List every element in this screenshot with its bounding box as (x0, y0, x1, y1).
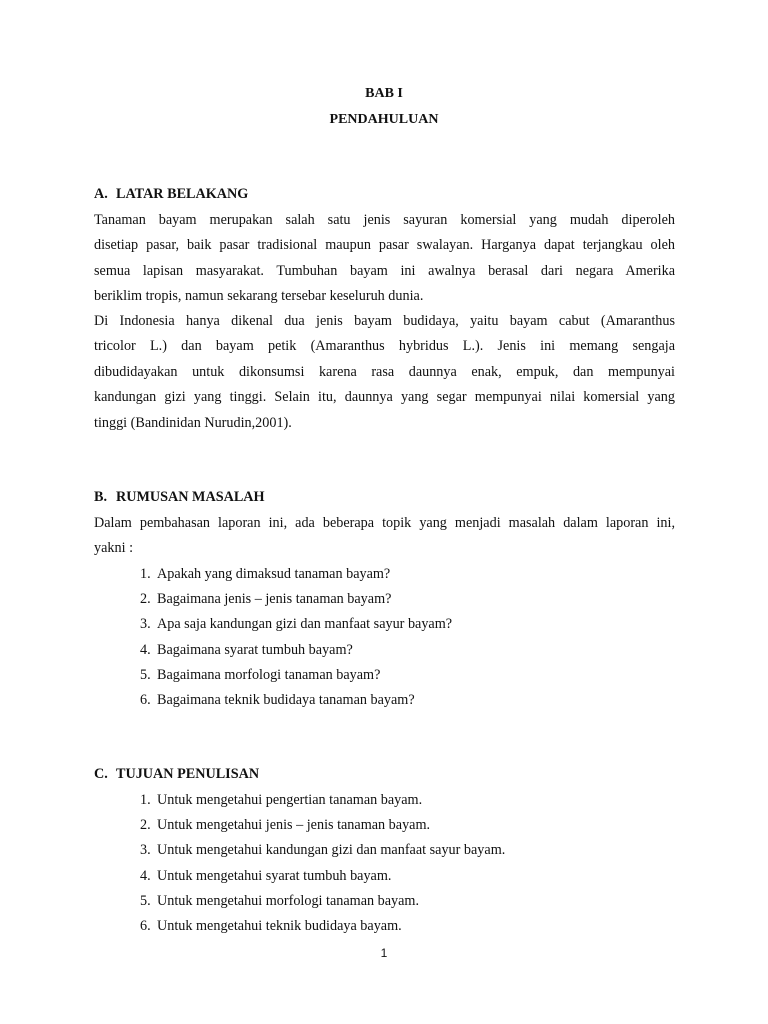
list-item (140, 838, 505, 863)
list-number: 2. (140, 817, 151, 834)
section-a-title: LATAR BELAKANG (116, 186, 249, 202)
list-text: Apakah yang dimaksud tanaman bayam? (157, 566, 391, 582)
page-number: 1 (380, 946, 388, 960)
list-text: Bagaimana syarat tumbuh bayam? (157, 641, 353, 658)
list-item (140, 612, 452, 637)
list-number: 4. (140, 867, 151, 884)
list-item (140, 914, 505, 939)
paragraph-line: dibudidayakan untuk dikonsumsi karena rasa daunnya enak, empuk, dan mempunyai (94, 363, 675, 380)
list-number: 3. (140, 616, 151, 633)
paragraph-line: beriklim tropis, namun sekarang tersebar keseluruh dunia. (94, 288, 424, 305)
section-b-title: RUMUSAN MASALAH (116, 489, 265, 505)
paragraph-line: tinggi (Bandinidan Nurudin,2001). (94, 414, 292, 431)
list-text: Untuk mengetahui morfologi tanaman bayam. (157, 892, 420, 909)
list-item (140, 813, 505, 838)
section-a-heading (94, 186, 248, 203)
objective-list (140, 788, 505, 939)
list-number: 2. (140, 591, 151, 608)
paragraph-line: kandungan gizi yang tinggi. Selain itu, daunnya yang segar mempunyai nilai komersial yang (94, 389, 675, 406)
section-c-title: TUJUAN PENULISAN (116, 766, 260, 782)
list-text: Bagaimana teknik budidaya tanaman bayam? (157, 691, 415, 708)
paragraph-line: Di Indonesia hanya dikenal dua jenis bayam budidaya, yaitu bayam cabut (Amaranthus (94, 313, 675, 329)
list-item (140, 587, 452, 612)
section-c-letter: C. (94, 766, 108, 782)
list-number: 1. (140, 566, 151, 582)
list-text: Untuk mengetahui syarat tumbuh bayam. (157, 867, 392, 884)
list-item (140, 688, 452, 713)
list-number: 5. (140, 666, 151, 683)
list-text: Untuk mengetahui teknik budidaya bayam. (157, 917, 402, 934)
chapter-title: PENDAHULUAN (329, 112, 439, 127)
section-c-heading (94, 766, 259, 783)
list-item (140, 864, 505, 889)
list-text: Untuk mengetahui pengertian tanaman bayam. (157, 792, 423, 808)
list-item (140, 889, 505, 914)
list-number: 4. (140, 641, 151, 658)
list-item (140, 788, 505, 813)
list-number: 6. (140, 691, 151, 708)
paragraph-line: Dalam pembahasan laporan ini, ada beberapa topik yang menjadi masalah dalam laporan ini, (94, 515, 675, 531)
list-number: 1. (140, 792, 151, 808)
section-a-letter: A. (94, 186, 108, 202)
list-number: 5. (140, 892, 151, 909)
section-a-paragraph-1 (94, 208, 675, 310)
section-b-letter: B. (94, 489, 108, 505)
paragraph-line: disetiap pasar, baik pasar tradisional maupun pasar swalayan. Harganya dapat terjangkau oleh (94, 237, 675, 254)
paragraph-line: yakni : (94, 540, 134, 557)
problem-list (140, 562, 452, 713)
list-text: Bagaimana morfologi tanaman bayam? (157, 666, 381, 683)
section-a-paragraph-2 (94, 309, 675, 436)
list-text: Untuk mengetahui kandungan gizi dan manfaat sayur bayam. (157, 842, 506, 859)
list-text: Apa saja kandungan gizi dan manfaat sayur bayam? (157, 616, 453, 633)
paragraph-line: tricolor L.) dan bayam petik (Amaranthus hybridus L.). Jenis ini memang sengaja (94, 338, 675, 355)
paragraph-line: Tanaman bayam merupakan salah satu jenis sayuran komersial yang mudah diperoleh (94, 212, 675, 228)
section-b-intro (94, 511, 675, 562)
list-text: Untuk mengetahui jenis – jenis tanaman bayam. (157, 817, 431, 834)
list-number: 6. (140, 917, 151, 934)
list-item (140, 638, 452, 663)
list-item (140, 562, 452, 587)
list-number: 3. (140, 842, 151, 859)
list-item (140, 663, 452, 688)
paragraph-line: semua lapisan masyarakat. Tumbuhan bayam ini awalnya berasal dari negara Amerika (94, 262, 675, 279)
section-b-heading (94, 489, 265, 506)
list-text: Bagaimana jenis – jenis tanaman bayam? (157, 591, 392, 608)
chapter-number: BAB I (365, 86, 403, 101)
